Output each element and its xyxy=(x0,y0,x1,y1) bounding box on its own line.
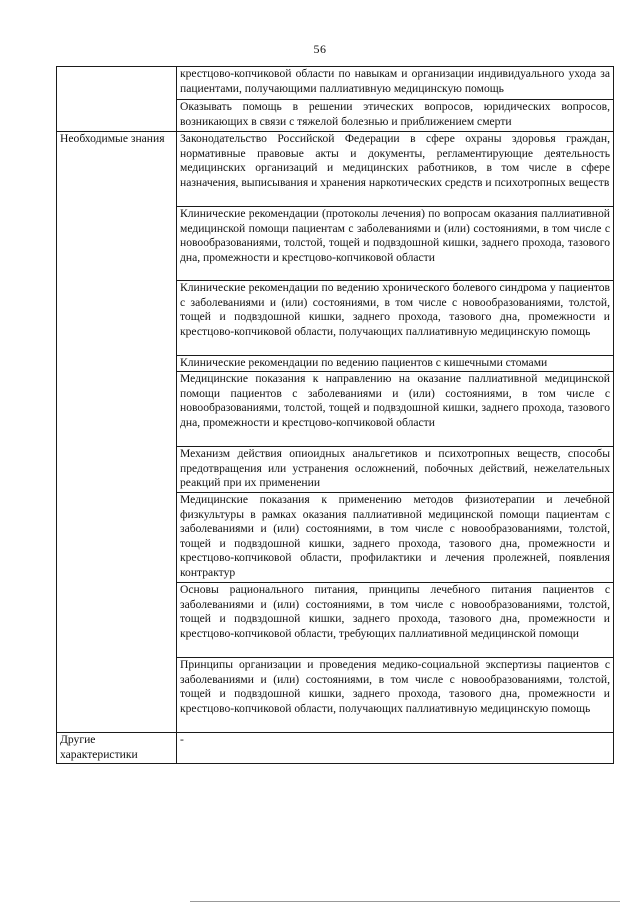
page-number: 56 xyxy=(313,42,327,56)
table-cell: Клинические рекомендации по ведению пациентов с кишечными стомами xyxy=(177,356,614,372)
table-cell: - xyxy=(177,733,614,764)
row-label-other: Другие характеристики xyxy=(57,733,177,764)
table-row xyxy=(57,733,614,764)
table-cell: Принципы организации и проведения медико-социальной экспертизы пациентов с заболеваниями и (или) состояниями, в том числе с новообразованиями, толстой, тощей и подвздошной кишки, заднего прохода, тазового дна, промежности и крестцово-копчиковой области, получающих паллиативную медицинскую помощь xyxy=(177,658,614,733)
table-cell: Медицинские показания к направлению на оказание паллиативной медицинской помощи пациентов с заболеваниями и (или) состояниями, в том числе с новообразованиями, толстой, тощей и подвздошной кишки, заднего прохода, тазового дна, промежности и крестцово-копчиковой области xyxy=(177,372,614,447)
table-row xyxy=(57,67,614,100)
table-row xyxy=(57,132,614,207)
table-cell: Клинические рекомендации (протоколы лечения) по вопросам оказания паллиативной медицинской помощи пациентам с заболеваниями и (или) состояниями, в том числе с новообразованиями, толстой, тощей и подвздошной кишки, заднего прохода, тазового дна, промежности и крестцово-копчиковой области xyxy=(177,207,614,281)
competency-table xyxy=(56,66,614,764)
table-cell: крестцово-копчиковой области по навыкам и организации индивидуального ухода за пациентами, получающими паллиативную медицинскую помощь xyxy=(177,67,614,100)
table-cell: Основы рационального питания, принципы лечебного питания пациентов с заболеваниями и (или) состояниями, в том числе с новообразованиями, толстой, тощей и подвздошной кишки, заднего прохода, тазового дна, промежности и крестцово-копчиковой области, требующих паллиативной медицинской помощи xyxy=(177,583,614,658)
table-cell: Оказывать помощь в решении этических вопросов, юридических вопросов, возникающих в связи с тяжелой болезнью и приближением смерти xyxy=(177,100,614,132)
row-label-cell xyxy=(57,67,177,132)
table-cell: Медицинские показания к применению методов физиотерапии и лечебной физкультуры в рамках оказания паллиативной медицинской помощи пациентам с заболеваниями и (или) состояниями, в том числе с новообразованиями, толстой, тощей и подвздошной кишки, заднего прохода, тазового дна, промежности и крестцово-копчиковой области, профилактики и лечения пролежней, появления контрактур xyxy=(177,493,614,583)
table-cell: Законодательство Российской Федерации в сфере охраны здоровья граждан, нормативные правовые акты и документы, регламентирующие деятельность медицинских организаций и медицинских работников, в том числе в сфере назначения, выписывания и хранения наркотических средств и психотропных веществ xyxy=(177,132,614,207)
scan-edge-line xyxy=(190,901,620,902)
table-cell: Механизм действия опиоидных анальгетиков и психотропных веществ, способы предотвращения или устранения осложнений, побочных действий, нежелательных реакций при их применении xyxy=(177,447,614,493)
table-cell: Клинические рекомендации по ведению хронического болевого синдрома у пациентов с заболеваниями и (или) состояниями, в том числе с новообразованиями, толстой, тощей и подвздошной кишки, заднего прохода, тазового дна, промежности и крестцово-копчиковой области, получающих паллиативную медицинскую помощь xyxy=(177,281,614,356)
row-label-knowledge: Необходимые знания xyxy=(57,132,177,733)
